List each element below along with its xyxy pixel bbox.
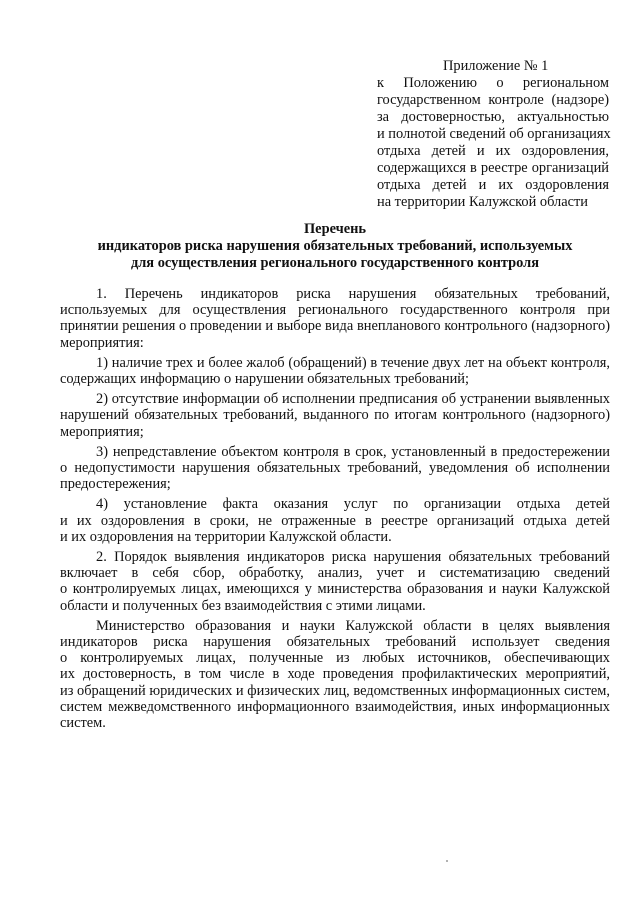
text-line: и их оздоровления на территории Калужской области.	[60, 528, 392, 545]
text-line: их достоверность, в том числе в ходе проведения профилактических мероприятий,	[60, 666, 610, 683]
text-line: мероприятия;	[60, 423, 144, 440]
text-line: систем.	[60, 715, 106, 732]
text-line: 1) наличие трех и более жалоб (обращений) в течение двух лет на объект контроля,	[96, 354, 610, 371]
heading-line: индикаторов риска нарушения обязательных требований, используемых	[97, 238, 573, 254]
text-line: Министерство образования и науки Калужской области в целях выявления	[96, 617, 610, 634]
list-item-4	[60, 496, 610, 545]
scan-speck	[446, 860, 448, 862]
text-line: нарушений обязательных требований, выданного по итогам контрольного (надзорного)	[60, 407, 610, 424]
text-line: содержащих информацию о нарушении обязательных требований;	[60, 371, 469, 388]
paragraph-3	[60, 618, 610, 731]
appendix-line: за достоверностью, актуальностью	[377, 109, 609, 125]
text-line: систем межведомственного информационного взаимодействия, иных информационных	[60, 698, 610, 715]
document-heading	[60, 221, 610, 272]
appendix-line: отдыха детей и их оздоровления,	[377, 143, 609, 159]
text-line: из обращений юридических и физических лиц, ведомственных информационных систем,	[60, 682, 610, 699]
heading-line: Перечень	[303, 221, 367, 237]
heading-line: для осуществления регионального государственного контроля	[130, 255, 540, 271]
text-line: индикаторов риска нарушения обязательных требований использует сведения	[60, 634, 610, 651]
paragraph-2	[60, 549, 610, 614]
paragraph-1	[60, 286, 610, 351]
document-body	[60, 286, 610, 731]
text-line: 4) установление факта оказания услуг по организации отдыха детей	[96, 496, 610, 513]
text-line: 2) отсутствие информации об исполнении предписания об устранении выявленных	[96, 391, 610, 408]
list-item-3	[60, 444, 610, 493]
appendix-line: к Положению о региональном	[377, 75, 609, 91]
text-line: предостережения;	[60, 476, 171, 493]
text-line: и их оздоровления в сроки, не отраженные в реестре организаций отдыха детей	[60, 512, 610, 529]
text-line: 2. Порядок выявления индикаторов риска нарушения обязательных требований	[96, 549, 610, 566]
text-line: используемых для осуществления регионального государственного контроля при	[60, 302, 610, 319]
text-line: о недопустимости нарушения обязательных требований, уведомления об исполнении	[60, 460, 610, 477]
appendix-line: на территории Калужской области	[377, 194, 588, 210]
list-item-2	[60, 391, 610, 440]
text-line: мероприятия:	[60, 334, 144, 351]
appendix-line: отдыха детей и их оздоровления	[377, 177, 609, 193]
list-item-1	[60, 355, 610, 387]
text-line: области и полученных без взаимодействия с этими лицами.	[60, 597, 426, 614]
text-line: включает в себя сбор, обработку, анализ, учет и систематизацию сведений	[60, 565, 610, 582]
text-line: 3) непредставление объектом контроля в срок, установленный в предостережении	[96, 443, 610, 460]
appendix-line: государственном контроле (надзоре)	[377, 92, 609, 108]
text-line: о контролируемых лицах, полученные из любых источников, обеспечивающих	[60, 650, 610, 667]
text-line: принятии решения о проведении и выборе вида внепланового контрольного (надзорного)	[60, 318, 610, 335]
appendix-line: содержащихся в реестре организаций	[377, 160, 609, 176]
text-line: о контролируемых лицах, имеющихся у министерства образования и науки Калужской	[60, 581, 610, 598]
text-line: 1. Перечень индикаторов риска нарушения обязательных требований,	[96, 286, 610, 302]
appendix-reference	[377, 75, 609, 211]
appendix-title: Приложение № 1	[443, 58, 549, 74]
appendix-line: и полнотой сведений об организациях	[377, 126, 611, 142]
